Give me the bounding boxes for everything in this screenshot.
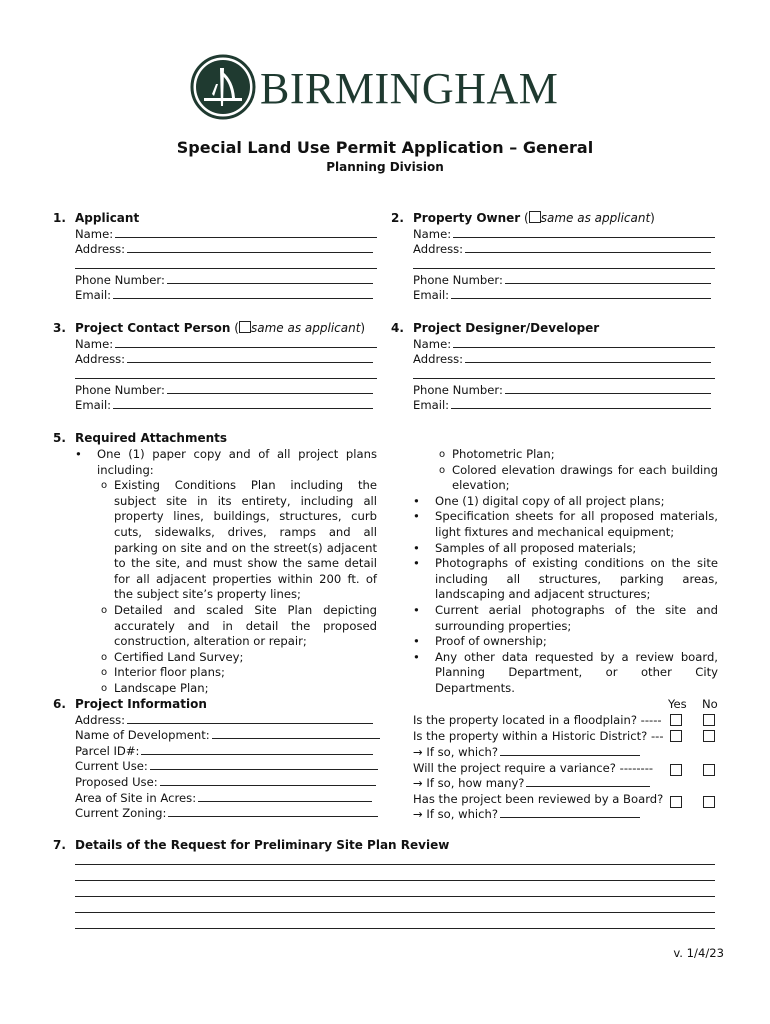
- phone-label: Phone Number:: [75, 382, 165, 397]
- same-as-applicant-label: same as applicant: [540, 211, 651, 225]
- section-title: Project Information: [75, 697, 207, 711]
- list-item: [101, 649, 377, 666]
- proposed-use-field[interactable]: [160, 775, 376, 786]
- variance-count-field[interactable]: [526, 776, 650, 787]
- address-field[interactable]: [127, 713, 373, 724]
- section-applicant: [53, 211, 383, 304]
- section-number: 2.: [391, 211, 404, 225]
- phone-label: Phone Number:: [413, 272, 503, 287]
- attachments-left-column: [75, 447, 377, 697]
- section-title: Project Designer/Developer: [413, 321, 600, 335]
- historic-no-checkbox[interactable]: [703, 730, 715, 742]
- bullet-icon: •: [413, 649, 420, 664]
- phone-field[interactable]: [505, 273, 711, 284]
- board-followup: [413, 807, 640, 823]
- address-label: Address:: [413, 352, 464, 367]
- phone-field[interactable]: [167, 273, 373, 284]
- board-followup-label: → If so, which?: [413, 807, 499, 821]
- name-field[interactable]: [453, 227, 715, 238]
- section-title: Property Owner: [413, 211, 521, 225]
- bullet-icon: •: [413, 540, 420, 555]
- logo: [190, 54, 585, 120]
- email-field[interactable]: [451, 398, 711, 409]
- question-board-review: Has the project been reviewed by a Board?: [413, 792, 664, 806]
- bullet-icon: •: [413, 509, 420, 524]
- logo-wordmark: BIRMINGHAM: [260, 64, 559, 113]
- circle-bullet-icon: o: [439, 464, 446, 476]
- email-field[interactable]: [113, 288, 373, 299]
- same-as-applicant-checkbox[interactable]: [529, 211, 541, 223]
- address-field[interactable]: [127, 242, 373, 253]
- list-item: [413, 556, 718, 603]
- section-project-designer: [391, 321, 731, 414]
- name-label: Name:: [413, 336, 452, 351]
- circle-bullet-icon: o: [101, 480, 108, 492]
- bullet-icon: •: [75, 447, 82, 461]
- details-line[interactable]: [75, 928, 715, 929]
- floodplain-no-checkbox[interactable]: [703, 714, 715, 726]
- development-name-field[interactable]: [212, 728, 380, 739]
- list-item: [75, 447, 377, 478]
- list-item-text: Interior floor plans;: [114, 665, 225, 680]
- current-use-label: Current Use:: [75, 759, 148, 774]
- board-name-field[interactable]: [500, 807, 640, 818]
- email-field[interactable]: [451, 288, 711, 299]
- list-item-text: Specification sheets for all proposed materials, light fixtures and mechanical equipment;: [435, 509, 718, 539]
- address-field[interactable]: [465, 352, 711, 363]
- phone-label: Phone Number:: [75, 272, 165, 287]
- attachments-right-column: [413, 447, 718, 697]
- circle-bullet-icon: o: [439, 449, 446, 460]
- yes-header: Yes: [668, 697, 687, 711]
- parcel-id-field[interactable]: [141, 744, 373, 755]
- phone-field[interactable]: [505, 383, 711, 394]
- version-label: v. 1/4/23: [673, 946, 724, 960]
- list-item-text: Current aerial photographs of the site and surrounding properties;: [435, 602, 718, 633]
- address-field[interactable]: [465, 242, 711, 253]
- bullet-icon: •: [413, 493, 420, 508]
- board-no-checkbox[interactable]: [703, 796, 715, 808]
- development-name-label: Name of Development:: [75, 728, 210, 743]
- historic-followup-label: → If so, which?: [413, 745, 499, 759]
- list-item: [439, 447, 718, 463]
- address-line-2[interactable]: [413, 268, 715, 269]
- list-item: [101, 680, 377, 697]
- list-item: [101, 665, 377, 681]
- email-label: Email:: [413, 288, 450, 303]
- section-title: Applicant: [75, 211, 140, 225]
- list-item-text: One (1) digital copy of all project plans;: [435, 493, 665, 508]
- name-label: Name:: [75, 226, 114, 241]
- circle-bullet-icon: o: [101, 651, 108, 663]
- email-label: Email:: [75, 288, 112, 303]
- section-number: 7.: [53, 838, 66, 852]
- page-subtitle: Planning Division: [326, 160, 444, 174]
- email-label: Email:: [75, 398, 112, 413]
- list-item-text: Photographs of existing conditions on the site including all structures, parking areas, landscaping and adjacent structures;: [435, 556, 718, 602]
- list-item: [413, 649, 718, 697]
- bullet-icon: •: [413, 556, 420, 571]
- details-line[interactable]: [75, 880, 715, 881]
- list-item-text: Proof of ownership;: [435, 634, 547, 649]
- list-item-text: Samples of all proposed materials;: [435, 540, 637, 555]
- list-item: [413, 493, 718, 510]
- address-field[interactable]: [127, 352, 373, 363]
- area-acres-field[interactable]: [198, 791, 372, 802]
- circle-bullet-icon: o: [101, 682, 108, 694]
- address-label: Address:: [413, 242, 464, 257]
- current-use-field[interactable]: [150, 759, 378, 770]
- list-item: [413, 602, 718, 634]
- variance-followup: [413, 776, 650, 792]
- details-line[interactable]: [75, 896, 715, 897]
- section-details-title: [53, 838, 449, 854]
- email-field[interactable]: [113, 398, 373, 409]
- phone-label: Phone Number:: [413, 382, 503, 397]
- birmingham-emblem-icon: [190, 54, 256, 120]
- bullet-icon: •: [413, 634, 420, 649]
- section-number: 3.: [53, 321, 66, 335]
- same-as-applicant-checkbox[interactable]: [239, 321, 251, 333]
- name-field[interactable]: [115, 337, 377, 348]
- parcel-id-label: Parcel ID#:: [75, 743, 140, 758]
- address-line-2[interactable]: [75, 378, 377, 379]
- board-yes-checkbox[interactable]: [670, 796, 682, 808]
- area-acres-label: Area of Site in Acres:: [75, 790, 197, 805]
- address-label: Address:: [75, 712, 126, 727]
- section-property-owner: 2. Property Owner ( same as applicant) Name: Address: Phone Number: Email:: [391, 211, 731, 304]
- current-zoning-field[interactable]: [168, 806, 378, 817]
- list-item: [413, 634, 718, 650]
- address-line-2[interactable]: [75, 268, 377, 269]
- list-item-text: Landscape Plan;: [114, 680, 209, 695]
- no-header: No: [702, 697, 718, 711]
- details-line[interactable]: [75, 864, 715, 865]
- section-project-contact: 3. Project Contact Person ( same as applicant) Name: Address: Phone Number: Email:: [53, 321, 383, 414]
- circle-bullet-icon: o: [101, 667, 108, 679]
- phone-field[interactable]: [167, 383, 373, 394]
- list-item: [101, 602, 377, 650]
- list-item-text: Colored elevation drawings for each building elevation;: [452, 462, 718, 493]
- section-project-information: [53, 697, 383, 822]
- section-number: 4.: [391, 321, 404, 335]
- list-item: [413, 540, 718, 557]
- historic-followup: [413, 745, 640, 761]
- list-item-text: One (1) paper copy and of all project plans including:: [97, 447, 377, 477]
- list-item: [101, 478, 377, 603]
- question-historic-district: Is the property within a Historic District? ---: [413, 729, 664, 743]
- list-item-text: Existing Conditions Plan including the subject site in its entirety, including all property lines, buildings, structures, curb cuts, sidewalks, drives, ramps and all parking on site and on the street(s) adjacent to the site, and must show the same detail for all adjacent properties within 200 ft. of the subject site’s property lines;: [114, 478, 377, 602]
- name-field[interactable]: [115, 227, 377, 238]
- section-number: 6.: [53, 697, 66, 711]
- section-title: Details of the Request for Preliminary Site Plan Review: [75, 838, 450, 852]
- section-number: 1.: [53, 211, 66, 225]
- email-label: Email:: [413, 398, 450, 413]
- proposed-use-label: Proposed Use:: [75, 774, 158, 789]
- same-as-applicant-label: same as applicant: [250, 321, 361, 335]
- variance-no-checkbox[interactable]: [703, 764, 715, 776]
- variance-followup-label: → If so, how many?: [413, 776, 525, 790]
- circle-bullet-icon: o: [101, 604, 108, 616]
- question-variance: Will the project require a variance? --------: [413, 761, 654, 775]
- list-item: [439, 462, 718, 494]
- section-number: 5.: [53, 431, 66, 445]
- current-zoning-label: Current Zoning:: [75, 806, 167, 821]
- section-required-attachments-title: [53, 431, 227, 447]
- list-item: [413, 509, 718, 540]
- name-field[interactable]: [453, 337, 715, 348]
- historic-yes-checkbox[interactable]: [670, 730, 682, 742]
- list-item-text: Detailed and scaled Site Plan depicting accurately and in detail the proposed construction, alteration or repair;: [114, 602, 377, 649]
- list-item-text: Photometric Plan;: [452, 447, 555, 461]
- list-item-text: Certified Land Survey;: [114, 649, 244, 664]
- address-line-2[interactable]: [413, 378, 715, 379]
- page-title: Special Land Use Permit Application – General: [176, 138, 594, 157]
- details-line[interactable]: [75, 912, 715, 913]
- bullet-icon: •: [413, 602, 420, 617]
- list-item-text: Any other data requested by a review board, Planning Department, or other City Departments.: [435, 649, 718, 695]
- question-floodplain: Is the property located in a floodplain? -----: [413, 713, 662, 727]
- address-label: Address:: [75, 352, 126, 367]
- name-label: Name:: [75, 336, 114, 351]
- section-title: Required Attachments: [75, 431, 228, 445]
- address-label: Address:: [75, 242, 126, 257]
- name-label: Name:: [413, 226, 452, 241]
- variance-yes-checkbox[interactable]: [670, 764, 682, 776]
- section-title: Project Contact Person: [75, 321, 231, 335]
- historic-district-field[interactable]: [500, 745, 640, 756]
- floodplain-yes-checkbox[interactable]: [670, 714, 682, 726]
